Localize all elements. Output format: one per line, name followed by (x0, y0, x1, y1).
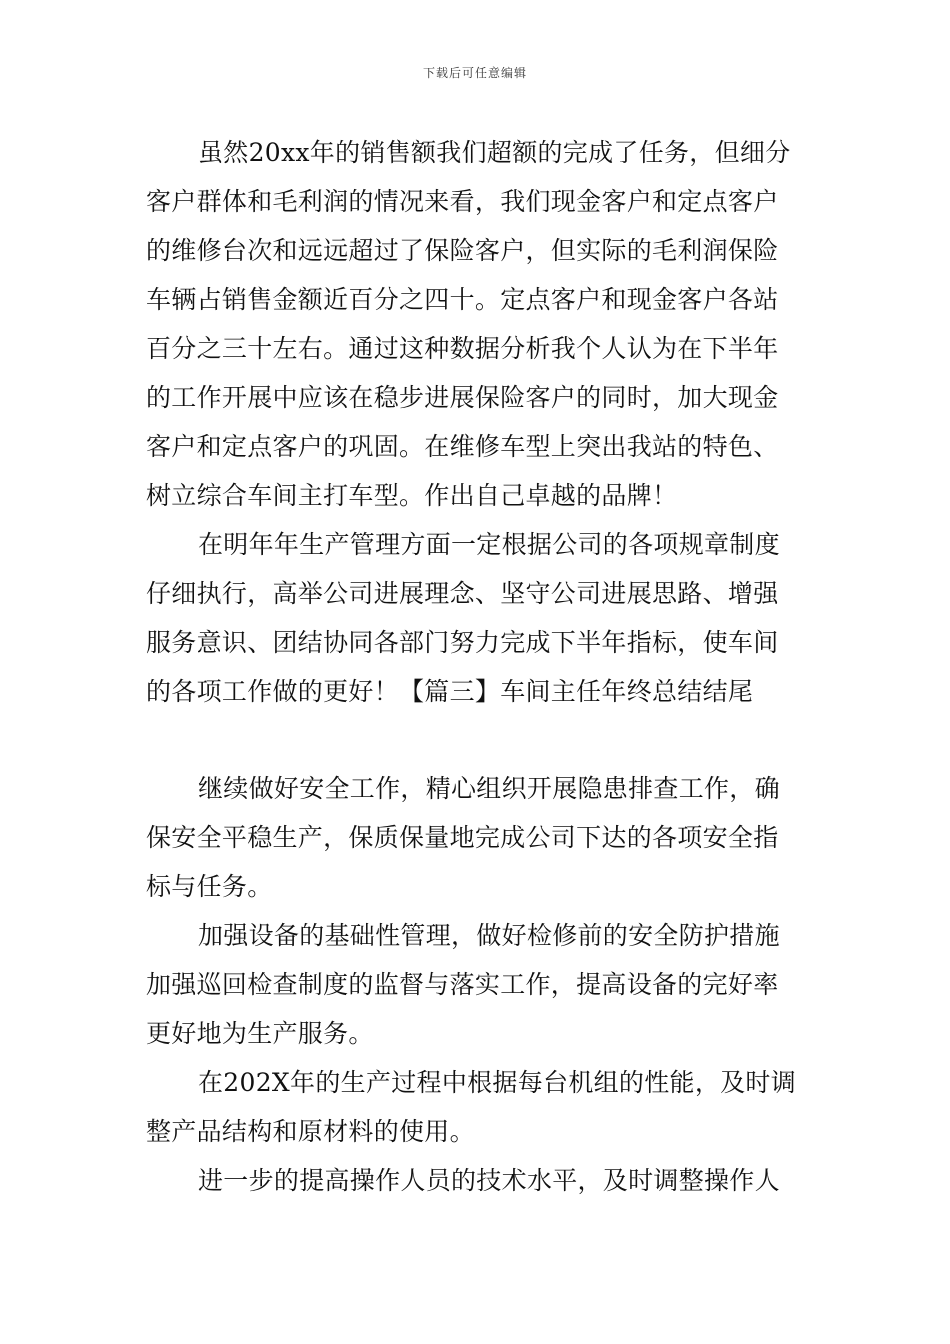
paragraph-line: 的各项工作做的更好！【篇三】车间主任年终总结结尾 (146, 677, 754, 706)
paragraph-line: 服务意识、团结协同各部门努力完成下半年指标，使车间 (146, 628, 779, 657)
paragraph-safety-work (146, 764, 806, 911)
paragraph-line: 加强巡回检查制度的监督与落实工作，提高设备的完好率 (146, 970, 779, 999)
paragraph-line: 的维修台次和远远超过了保险客户，但实际的毛利润保险 (146, 236, 779, 265)
paragraph-line: 百分之三十左右。通过这种数据分析我个人认为在下半年 (146, 334, 779, 363)
paragraph-line: 树立综合车间主打车型。作出自己卓越的品牌！ (146, 481, 678, 510)
paragraph-line: 客户和定点客户的巩固。在维修车型上突出我站的特色、 (146, 432, 779, 461)
header-note: 下载后可任意编辑 (422, 66, 527, 80)
paragraph-line: 仔细执行，高举公司进展理念、坚守公司进展思路、增强 (146, 579, 779, 608)
paragraph-line: 在明年年生产管理方面一定根据公司的各项规章制度 (198, 530, 780, 559)
paragraph-gap (146, 716, 806, 764)
paragraph-line: 继续做好安全工作，精心组织开展隐患排查工作，确 (198, 774, 780, 803)
paragraph-operator-skills (146, 1156, 806, 1205)
paragraph-equipment-management (146, 911, 806, 1058)
paragraph-line: 客户群体和毛利润的情况来看，我们现金客户和定点客户 (146, 187, 779, 216)
paragraph-line: 进一步的提高操作人员的技术水平，及时调整操作人 (198, 1166, 780, 1195)
paragraph-line: 的工作开展中应该在稳步进展保险客户的同时，加大现金 (146, 383, 779, 412)
paragraph-line: 在202X年的生产过程中根据每台机组的性能，及时调 (198, 1068, 797, 1097)
paragraph-line: 标与任务。 (146, 872, 273, 901)
paragraph-line: 虽然20xx年的销售额我们超额的完成了任务，但细分 (198, 138, 791, 167)
paragraph-line: 整产品结构和原材料的使用。 (146, 1117, 475, 1146)
document-body (146, 128, 806, 1205)
paragraph-production-management (146, 520, 806, 716)
paragraph-production-process (146, 1058, 806, 1156)
paragraph-line: 更好地为生产服务。 (146, 1019, 374, 1048)
paragraph-line: 车辆占销售金额近百分之四十。定点客户和现金客户各站 (146, 285, 779, 314)
paragraph-line: 加强设备的基础性管理，做好检修前的安全防护措施 (198, 921, 780, 950)
paragraph-sales-analysis (146, 128, 806, 520)
paragraph-line: 保安全平稳生产，保质保量地完成公司下达的各项安全指 (146, 823, 779, 852)
